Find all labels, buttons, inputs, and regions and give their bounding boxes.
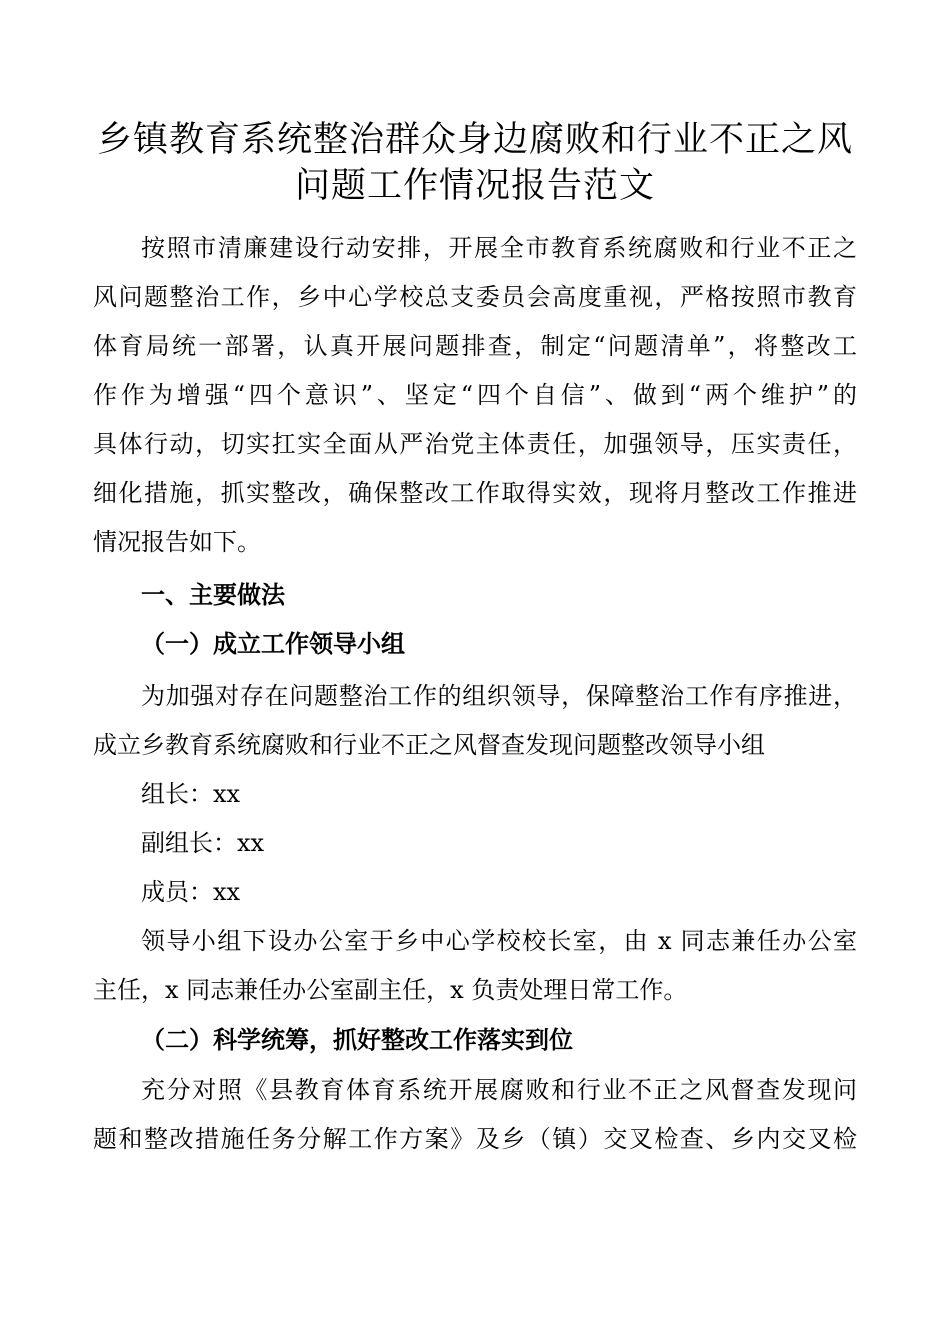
group-members: 成员：xx — [141, 878, 241, 906]
group-leader: 组长：xx — [141, 780, 241, 808]
intro-paragraph-line: 情况报告如下。 — [93, 528, 261, 556]
intro-paragraph-line: 细化措施，抓实整改，确保整改工作取得实效，现将月整改工作推进 — [93, 479, 857, 507]
group-deputy-leader: 副组长：xx — [141, 829, 265, 857]
leading-group-paragraph-line: 成立乡教育系统腐败和行业不正之风督查发现问题整改领导小组 — [93, 731, 765, 759]
intro-paragraph-line: 具体行动，切实扛实全面从严治党主体责任，加强领导，压实责任， — [93, 430, 857, 458]
section-heading-main-practices: 一、主要做法 — [141, 581, 285, 609]
intro-paragraph-line: 作作为增强“四个意识”、坚定“四个自信”、做到“两个维护”的 — [93, 381, 857, 409]
subsection-heading-leading-group: （一）成立工作领导小组 — [141, 630, 405, 658]
document-title-line-1: 乡镇教育系统整治群众身边腐败和行业不正之风 — [96, 120, 853, 160]
office-paragraph-line: 领导小组下设办公室于乡中心学校校长室，由 x 同志兼任办公室 — [141, 927, 857, 955]
intro-paragraph-line: 体育局统一部署，认真开展问题排查，制定“问题清单”，将整改工 — [93, 332, 857, 360]
subsection-heading-coordination: （二）科学统筹，抓好整改工作落实到位 — [141, 1026, 573, 1054]
coordination-paragraph-line: 充分对照《县教育体育系统开展腐败和行业不正之风督查发现问 — [141, 1076, 857, 1104]
leading-group-paragraph-line: 为加强对存在问题整治工作的组织领导，保障整治工作有序推进， — [141, 682, 857, 710]
intro-paragraph-line: 风问题整治工作，乡中心学校总支委员会高度重视，严格按照市教育 — [93, 283, 857, 311]
coordination-paragraph-line: 题和整改措施任务分解工作方案》及乡（镇）交叉检查、乡内交叉检 — [93, 1125, 857, 1153]
intro-paragraph-line: 按照市清廉建设行动安排，开展全市教育系统腐败和行业不正之 — [141, 234, 857, 262]
document-title-line-2: 问题工作情况报告范文 — [294, 166, 655, 206]
office-paragraph-line: 主任，x 同志兼任办公室副主任，x 负责处理日常工作。 — [93, 976, 688, 1004]
